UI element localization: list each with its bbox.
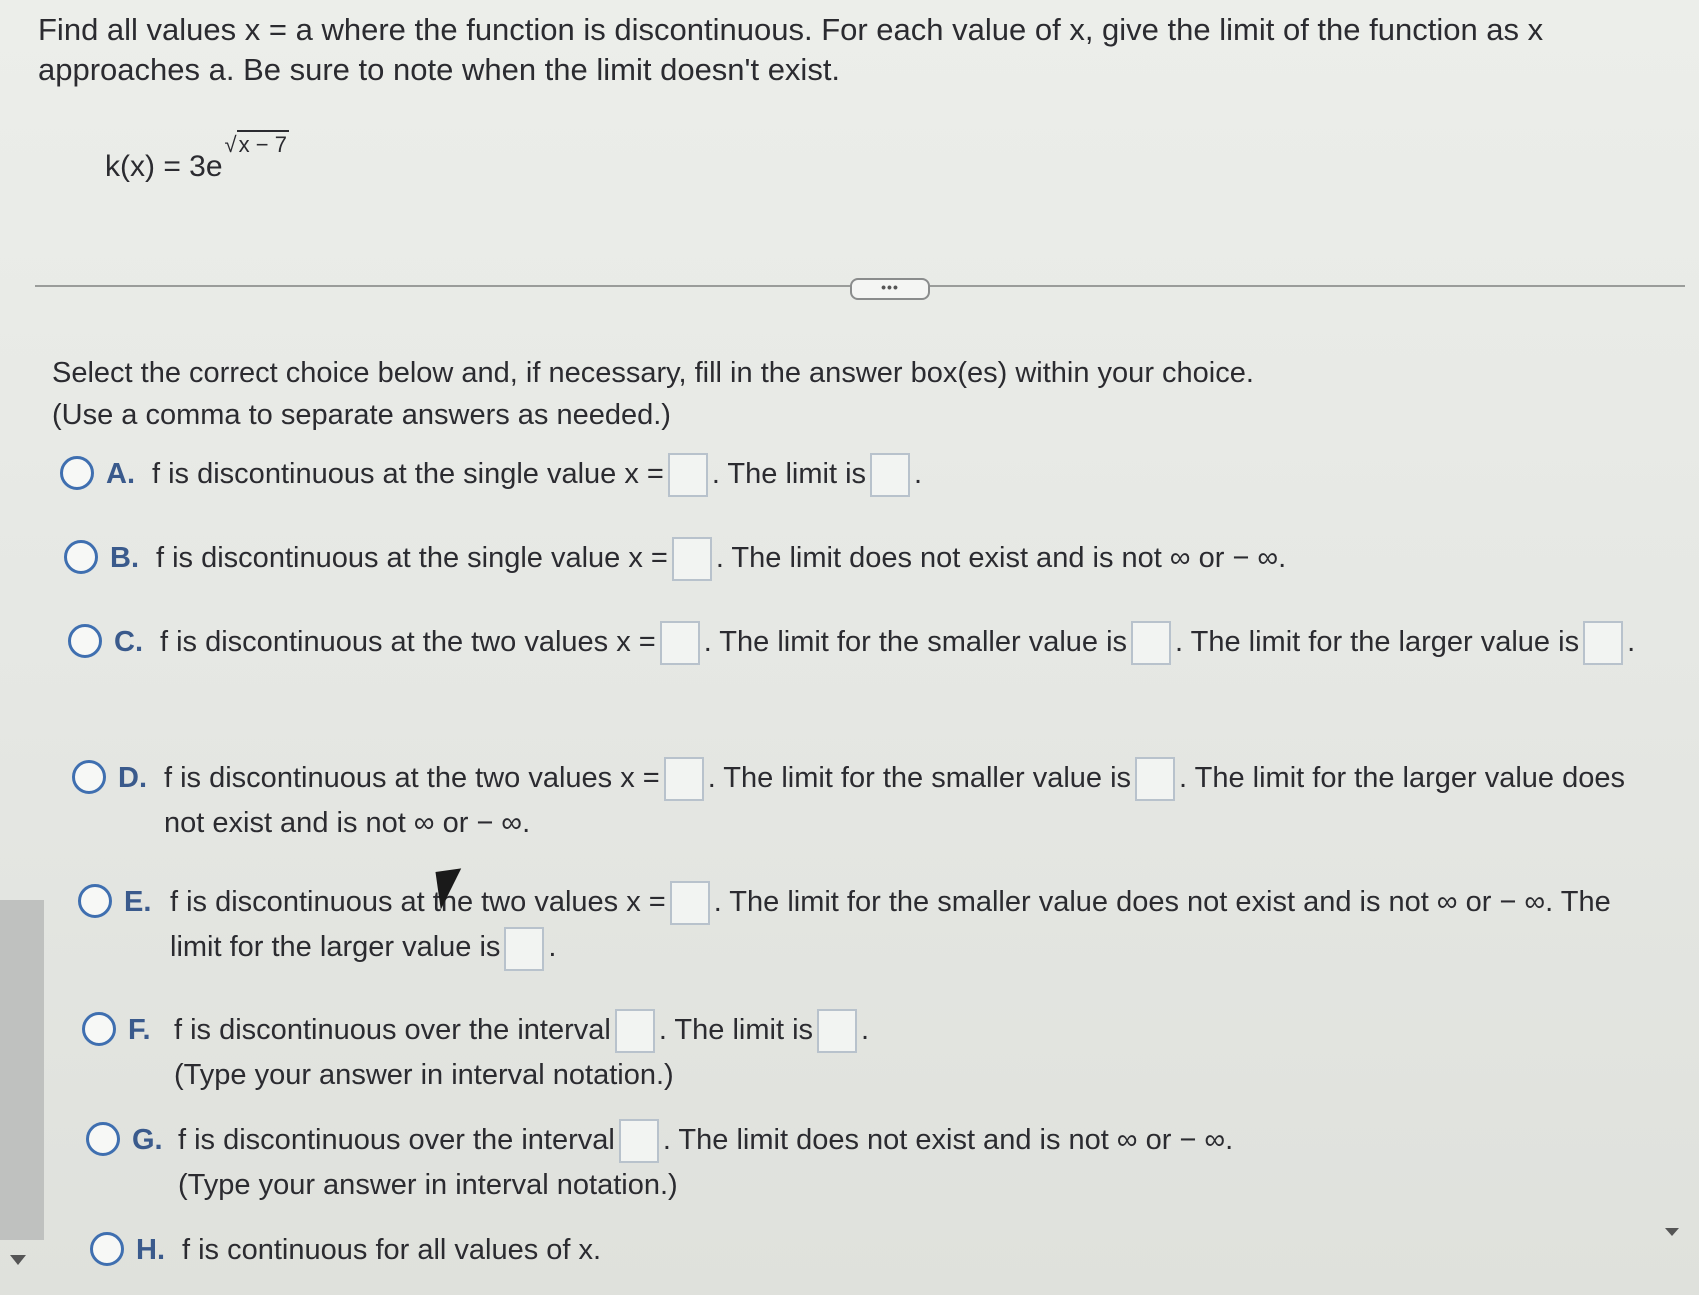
answer-box[interactable]	[660, 621, 700, 665]
choice-text-part: . The limit for the smaller value is	[707, 762, 1132, 794]
choice-text	[182, 1228, 1590, 1272]
answer-box[interactable]	[504, 927, 544, 971]
choice-letter: H.	[136, 1234, 165, 1266]
choice-f[interactable]	[82, 1008, 1582, 1097]
choice-c[interactable]	[68, 620, 1638, 665]
choice-a[interactable]	[60, 452, 1560, 497]
choice-text	[164, 756, 1632, 845]
choice-text-part: f is discontinuous at the single value x =	[152, 458, 664, 490]
choice-text	[170, 880, 1638, 971]
radical-sign: √	[224, 132, 237, 157]
choice-letter: D.	[118, 762, 147, 794]
answer-box[interactable]	[1583, 621, 1623, 665]
scroll-down-arrow-icon[interactable]	[10, 1255, 26, 1265]
choice-letter: F.	[128, 1014, 151, 1046]
instructions	[52, 352, 1552, 436]
choice-text-part: . The limit is	[711, 458, 867, 490]
radio-button[interactable]	[72, 760, 106, 794]
choice-letter: B.	[110, 542, 139, 574]
choice-h[interactable]	[90, 1228, 1590, 1272]
choice-text-part: . The limit for the larger value is	[1175, 626, 1580, 658]
answer-box[interactable]	[670, 881, 710, 925]
choice-text-part: f is discontinuous at the single value x =	[156, 542, 668, 574]
radio-button[interactable]	[68, 624, 102, 658]
choice-text	[152, 452, 1560, 497]
radio-button[interactable]	[60, 456, 94, 490]
answer-box[interactable]	[615, 1009, 655, 1053]
function-formula	[105, 132, 289, 184]
choice-text-part: .	[861, 1014, 870, 1046]
choice-letter: G.	[132, 1124, 163, 1156]
choice-e[interactable]	[78, 880, 1638, 971]
choice-text-part: . The limit does not exist and is not ∞ or − ∞.	[662, 1124, 1234, 1156]
choice-text-part: . The limit for the smaller value is	[703, 626, 1128, 658]
choice-letter: C.	[114, 626, 143, 658]
function-exponent	[225, 132, 289, 157]
radio-button[interactable]	[82, 1012, 116, 1046]
answer-box[interactable]	[1135, 757, 1175, 801]
more-button[interactable]: •••	[850, 278, 930, 300]
choice-text-part: f is discontinuous at the two values x =	[164, 762, 660, 794]
radio-button[interactable]	[64, 540, 98, 574]
scroll-down-arrow-icon[interactable]	[1665, 1228, 1679, 1236]
choice-text-part: .	[1627, 626, 1636, 658]
choice-text-part: f is discontinuous at the two values x =	[160, 626, 656, 658]
answer-box[interactable]	[664, 757, 704, 801]
choice-letter: A.	[106, 458, 135, 490]
instructions-line-1: Select the correct choice below and, if necessary, fill in the answer box(es) within your choice.	[52, 357, 1254, 389]
choice-text	[156, 536, 1564, 581]
answer-box[interactable]	[870, 453, 910, 497]
radio-button[interactable]	[78, 884, 112, 918]
radio-button[interactable]	[86, 1122, 120, 1156]
choice-note: (Type your answer in interval notation.)	[174, 1059, 674, 1092]
choice-text-part: .	[548, 931, 557, 964]
choice-text-part: . The limit is	[658, 1014, 814, 1046]
choice-b[interactable]	[64, 536, 1564, 581]
choice-text-part: f is discontinuous over the interval	[178, 1124, 615, 1156]
answer-box[interactable]	[672, 537, 712, 581]
choice-text-part: f is continuous for all values of x.	[182, 1234, 602, 1266]
answer-box[interactable]	[817, 1009, 857, 1053]
choice-text-part: f is discontinuous over the interval	[174, 1014, 611, 1046]
question-prompt: Find all values x = a where the function is discontinuous. For each value of x, give the limit of the function as x approaches a. Be sure to note when the limit doesn't exist.	[38, 12, 1544, 87]
answer-box[interactable]	[668, 453, 708, 497]
choice-letter: E.	[124, 886, 152, 918]
choice-g[interactable]	[86, 1118, 1586, 1207]
choice-text	[178, 1118, 1586, 1207]
function-lhs: k(x) = 3e	[105, 150, 223, 183]
choice-note: (Type your answer in interval notation.)	[178, 1169, 678, 1202]
choice-text-part: f is discontinuous at the two values x =	[170, 886, 666, 918]
choice-text-part: . The limit does not exist and is not ∞ or − ∞.	[715, 542, 1287, 574]
answer-box[interactable]	[619, 1119, 659, 1163]
radio-button[interactable]	[90, 1232, 124, 1266]
instructions-line-2: (Use a comma to separate answers as needed.)	[52, 399, 671, 431]
mouse-cursor-icon	[435, 868, 466, 909]
choice-text	[174, 1008, 1582, 1097]
radicand: x − 7	[238, 132, 287, 157]
choice-text-part: . The limit for the smaller value does not exist and is not ∞ or − ∞. The limit for the larger value is	[170, 886, 1611, 964]
answer-box[interactable]	[1131, 621, 1171, 665]
scrollbar-track[interactable]	[0, 900, 44, 1240]
choice-text-part: . The limit for the larger value does not exist and is not ∞ or − ∞.	[164, 762, 1626, 840]
choice-text	[160, 620, 1638, 665]
choice-text-part: .	[914, 458, 923, 490]
choice-d[interactable]	[72, 756, 1632, 845]
